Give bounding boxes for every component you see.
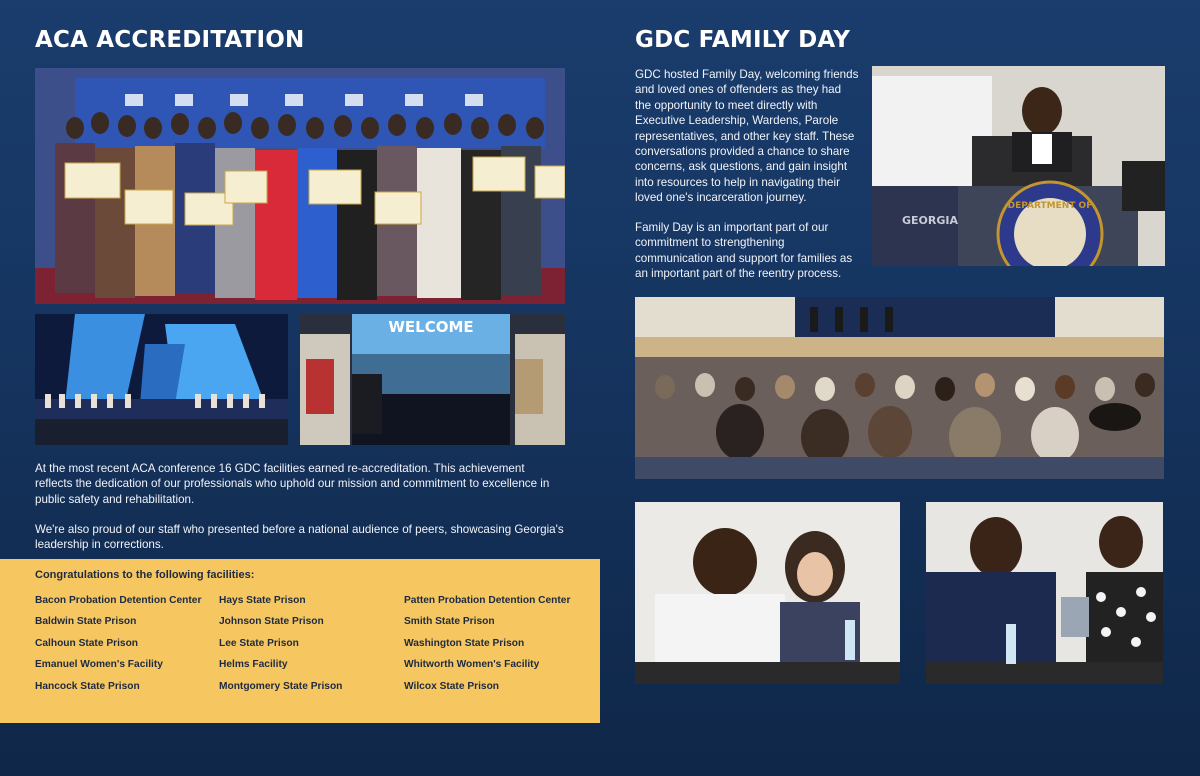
facility-item: Johnson State Prison (219, 616, 324, 627)
facility-item: Patten Probation Detention Center (404, 595, 571, 606)
facility-item: Lee State Prison (219, 638, 299, 649)
facility-item: Whitworth Women's Facility (404, 659, 540, 670)
facility-item: Smith State Prison (404, 616, 495, 627)
aca-paragraph-2: We're also proud of our staff who presented before a national audience of peers, showcasing Georgia's leadership in corrections. (35, 523, 564, 552)
facility-item: Calhoun State Prison (35, 638, 139, 649)
facility-item: Wilcox State Prison (404, 681, 500, 692)
facility-item: Emanuel Women's Facility (35, 659, 163, 670)
aca-paragraph-1: At the most recent ACA conference 16 GDC facilities earned re-accreditation. This achievement reflects the dedication of our professionals who uphold our mission and commitment to excellence in public safety and rehabilitation. (35, 462, 550, 506)
facilities-heading: Congratulations to the following facilities: (35, 569, 255, 581)
welcome-screen-photo (300, 314, 565, 445)
audience-photo (635, 297, 1164, 479)
group-certificates-photo (35, 68, 565, 304)
aca-title: ACA ACCREDITATION (35, 27, 305, 53)
welcome-screen-text: WELCOME (388, 318, 474, 336)
facility-item: Helms Facility (219, 659, 288, 670)
facility-item: Hays State Prison (219, 595, 306, 606)
meeting-left-photo (635, 502, 900, 684)
facility-item: Hancock State Prison (35, 681, 140, 692)
facility-item: Bacon Probation Detention Center (35, 595, 202, 606)
facility-item: Washington State Prison (404, 638, 525, 649)
georgia-banner-text: GEORGIA (902, 214, 958, 227)
family-day-title: GDC FAMILY DAY (635, 27, 851, 53)
facilities-box (0, 559, 600, 723)
meeting-right-photo (926, 502, 1163, 684)
facility-item: Baldwin State Prison (35, 616, 137, 627)
facility-item: Montgomery State Prison (219, 681, 343, 692)
seal-text: DEPARTMENT OF (1007, 201, 1093, 211)
speaker-podium-photo (872, 66, 1165, 266)
family-day-paragraph-2: Family Day is an important part of our commitment to strengthening communication and support for families as an important part of the reentry process. (635, 221, 853, 281)
family-day-paragraph-1: GDC hosted Family Day, welcoming friends and loved ones of offenders as they had the opportunity to meet directly with Executive Leadership, Wardens, Parole representatives, and other key staff. These conversations provided a chance to share concerns, ask questions, and gain insight into resources to help in navigating their loved one's incarceration journey. (635, 68, 859, 205)
conference-stage-photo (35, 314, 288, 445)
